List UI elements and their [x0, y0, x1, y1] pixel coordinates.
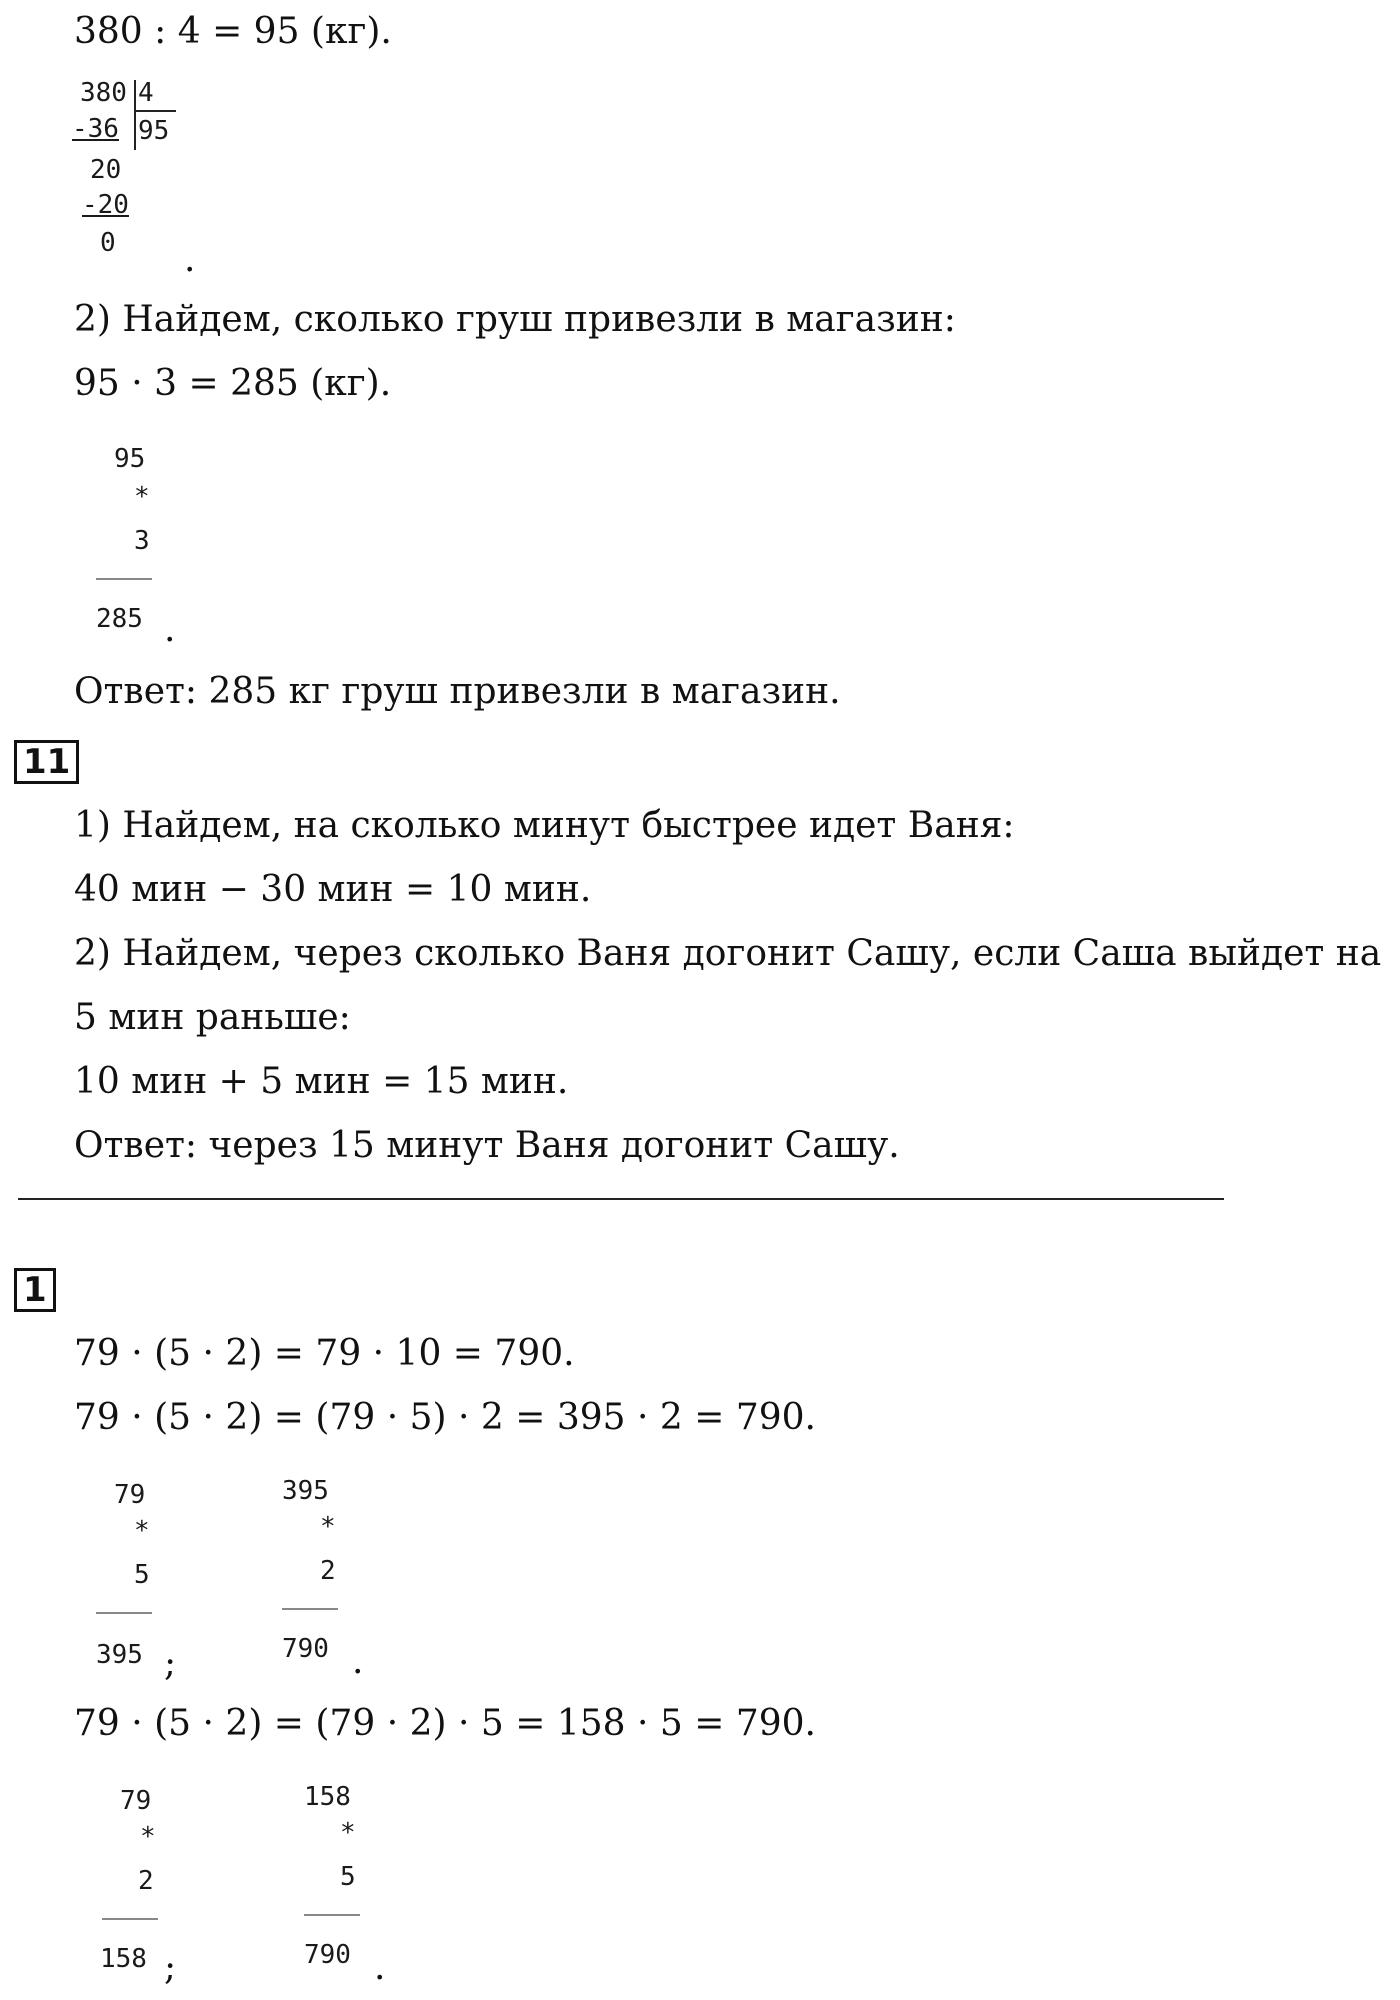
remainder-1: 20	[90, 155, 122, 185]
task11-calc2: 10 мин + 5 мин = 15 мин.	[74, 1061, 569, 1102]
factor-bottom: 5	[340, 1862, 356, 1892]
division-dot: .	[184, 239, 196, 280]
product-rule	[96, 1612, 152, 1614]
product: 395	[96, 1640, 143, 1670]
separator: .	[352, 1641, 364, 1682]
factor-bottom: 2	[320, 1556, 336, 1586]
equation-multiplication: 95 · 3 = 285 (кг).	[74, 363, 392, 404]
separator: ;	[164, 1947, 177, 1988]
multiply-sign: *	[134, 1516, 150, 1546]
equation-division: 380 : 4 = 95 (кг).	[74, 11, 392, 52]
multiplication-dot: .	[164, 609, 176, 650]
factor-bottom: 2	[138, 1866, 154, 1896]
product-rule	[282, 1608, 338, 1610]
subtrahend-2: -20	[82, 190, 129, 220]
task11-calc1: 40 мин − 30 мин = 10 мин.	[74, 869, 592, 910]
step-2-text: 2) Найдем, сколько груш привезли в магазин:	[74, 299, 956, 340]
product: 158	[100, 1944, 147, 1974]
task11-step2-line1: 2) Найдем, через сколько Ваня догонит Сашу, если Саша выйдет на	[74, 933, 1382, 974]
quotient: 95	[138, 116, 170, 146]
section-divider	[18, 1198, 1224, 1200]
product-rule	[96, 578, 152, 580]
divisor: 4	[138, 78, 154, 108]
division-vertical-bar	[134, 80, 136, 150]
factor-top: 95	[114, 444, 146, 474]
division-horizontal-bar	[134, 110, 176, 112]
product: 790	[304, 1940, 351, 1970]
factor-top: 79	[114, 1480, 146, 1510]
task11-step1: 1) Найдем, на сколько минут быстрее идет Ваня:	[74, 805, 1015, 846]
separator: .	[374, 1947, 386, 1988]
product-rule	[102, 1918, 158, 1920]
multiply-sign: *	[134, 482, 150, 512]
remainder-2: 0	[100, 228, 116, 258]
factor-top: 79	[120, 1786, 152, 1816]
task1-line1: 79 · (5 · 2) = 79 · 10 = 790.	[74, 1333, 575, 1374]
separator: ;	[164, 1643, 177, 1684]
task-number-1: 1	[14, 1268, 56, 1312]
factor-top: 158	[304, 1782, 351, 1812]
dividend: 380	[80, 78, 127, 108]
product: 285	[96, 604, 143, 634]
task1-line2: 79 · (5 · 2) = (79 · 5) · 2 = 395 · 2 = 790.	[74, 1397, 816, 1438]
factor-top: 395	[282, 1476, 329, 1506]
factor-bottom: 3	[134, 526, 150, 556]
task11-step2-line2: 5 мин раньше:	[74, 997, 351, 1038]
product-rule	[304, 1914, 360, 1916]
multiply-sign: *	[340, 1818, 356, 1848]
task1-line3: 79 · (5 · 2) = (79 · 2) · 5 = 158 · 5 = 790.	[74, 1703, 816, 1744]
multiply-sign: *	[140, 1822, 156, 1852]
factor-bottom: 5	[134, 1560, 150, 1590]
multiply-sign: *	[320, 1512, 336, 1542]
task11-answer: Ответ: через 15 минут Ваня догонит Сашу.	[74, 1125, 900, 1166]
product: 790	[282, 1634, 329, 1664]
task-number-11: 11	[14, 740, 79, 784]
subtrahend-1: -36	[72, 114, 119, 144]
answer-prev: Ответ: 285 кг груш привезли в магазин.	[74, 671, 841, 712]
